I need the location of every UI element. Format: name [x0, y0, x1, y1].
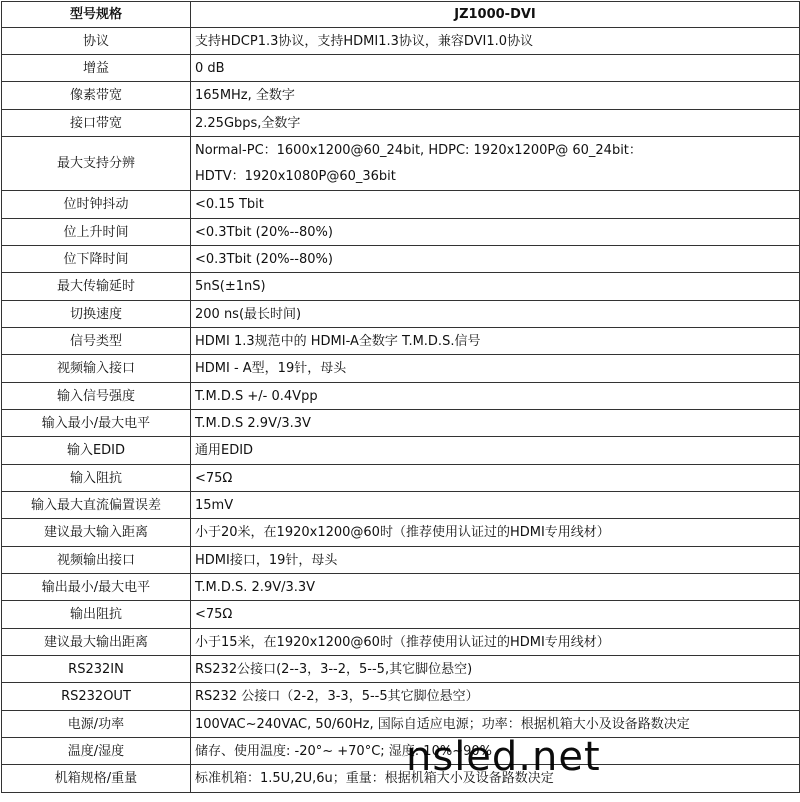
row-value: HDMI 1.3规范中的 HDMI-A全数字 T.M.D.S.信号	[195, 333, 481, 349]
table-header-row	[2, 2, 800, 28]
row-label: 输入最大直流偏置误差	[2, 492, 191, 519]
row-value: 15mV	[195, 497, 234, 513]
row-label: 位上升时间	[2, 219, 191, 246]
row-label: 温度/湿度	[2, 738, 191, 765]
table-row	[2, 519, 800, 547]
row-label: RS232OUT	[2, 683, 191, 711]
watermark: nsled.net	[406, 734, 601, 780]
table-row	[2, 28, 800, 55]
table-row	[2, 55, 800, 82]
row-value: <0.15 Tbit	[195, 197, 264, 212]
table-row	[2, 683, 800, 711]
row-value: <75Ω	[195, 470, 233, 486]
row-value-cell	[191, 137, 800, 191]
table-row	[2, 574, 800, 601]
row-value-cell	[191, 55, 800, 82]
row-label: 机箱规格/重量	[2, 765, 191, 793]
spec-body	[2, 28, 800, 793]
table-row	[2, 492, 800, 519]
row-value: 5nS(±1nS)	[195, 279, 266, 294]
row-value: 通用EDID	[195, 443, 254, 458]
table-row	[2, 765, 800, 793]
row-label: 切换速度	[2, 301, 191, 328]
table-row	[2, 355, 800, 383]
row-value: <0.3Tbit (20%--80%)	[195, 251, 333, 267]
header-label: 型号规格	[2, 2, 191, 28]
row-label: 像素带宽	[2, 82, 191, 110]
table-row	[2, 219, 800, 246]
row-value-cell	[191, 246, 800, 273]
row-value-cell	[191, 191, 800, 219]
row-value: 2.25Gbps,全数字	[195, 115, 301, 131]
table-row	[2, 82, 800, 110]
row-value: T.M.D.S +/- 0.4Vpp	[195, 388, 318, 404]
row-label: 视频输出接口	[2, 547, 191, 574]
table-row	[2, 465, 800, 492]
row-value-cell	[191, 629, 800, 656]
row-label: 输入信号强度	[2, 383, 191, 410]
row-value-cell	[191, 656, 800, 683]
row-value-cell	[191, 110, 800, 137]
row-label: 建议最大输出距离	[2, 629, 191, 656]
row-label: 最大支持分辨	[2, 137, 191, 191]
row-label: 信号类型	[2, 328, 191, 355]
row-value: 标准机箱：1.5U,2U,6u；重量：根据机箱大小及设备路数决定	[195, 771, 554, 786]
row-label: 最大传输延时	[2, 273, 191, 301]
table-row	[2, 738, 800, 765]
row-label: 增益	[2, 55, 191, 82]
row-value: 小于20米，在1920x1200@60时（推荐使用认证过的HDMI专用线材）	[195, 525, 610, 540]
row-value-cell	[191, 683, 800, 711]
row-value-cell	[191, 383, 800, 410]
row-value: RS232 公接口（2-2，3-3，5--5其它脚位悬空）	[195, 689, 479, 704]
table-row	[2, 110, 800, 137]
row-label: 输出阻抗	[2, 601, 191, 629]
table-row	[2, 547, 800, 574]
row-label: 电源/功率	[2, 711, 191, 738]
row-value: 200 ns(最长时间)	[195, 306, 302, 322]
table-row	[2, 246, 800, 273]
row-label: 输出最小/最大电平	[2, 574, 191, 601]
row-label: 位时钟抖动	[2, 191, 191, 219]
row-label: 输入最小/最大电平	[2, 410, 191, 437]
row-label: 输入阻抗	[2, 465, 191, 492]
row-value: 100VAC~240VAC, 50/60Hz, 国际自适应电源；功率：根据机箱大小及设备路数决定	[195, 716, 690, 732]
row-value: 储存、使用温度: -20°~ +70°C; 湿度: 10%~90%	[195, 743, 492, 759]
row-value: 支持HDCP1.3协议，支持HDMI1.3协议，兼容DVI1.0协议	[195, 33, 534, 49]
row-value-cell	[191, 273, 800, 301]
row-value-cell	[191, 219, 800, 246]
table-row	[2, 328, 800, 355]
row-value: 0 dB	[195, 60, 225, 76]
row-label: 协议	[2, 28, 191, 55]
row-value: <0.3Tbit (20%--80%)	[195, 224, 333, 240]
row-label: RS232IN	[2, 656, 191, 683]
row-value: T.M.D.S 2.9V/3.3V	[195, 415, 311, 431]
table-row	[2, 301, 800, 328]
table-row	[2, 437, 800, 465]
row-value-line2: HDTV：1920x1080P@60_36bit	[195, 168, 396, 184]
header-model: JZ1000-DVI	[191, 2, 800, 28]
table-row	[2, 656, 800, 683]
row-value-cell	[191, 465, 800, 492]
row-value-cell	[191, 519, 800, 547]
row-label: 建议最大输入距离	[2, 519, 191, 547]
row-value-cell	[191, 301, 800, 328]
row-value: 165MHz, 全数字	[195, 88, 295, 103]
table-row	[2, 383, 800, 410]
table-row	[2, 273, 800, 301]
row-value: HDMI接口，19针，母头	[195, 552, 338, 568]
row-value-cell	[191, 410, 800, 437]
row-label: 接口带宽	[2, 110, 191, 137]
table-row	[2, 137, 800, 191]
row-value: RS232公接口(2--3，3--2，5--5,其它脚位悬空)	[195, 661, 473, 677]
row-label: 视频输入接口	[2, 355, 191, 383]
row-value-cell	[191, 328, 800, 355]
table-row	[2, 410, 800, 437]
row-value: HDMI - A型，19针，母头	[195, 361, 347, 376]
row-label: 输入EDID	[2, 437, 191, 465]
table-row	[2, 711, 800, 738]
row-value: Normal-PC：1600x1200@60_24bit, HDPC: 1920x1200P@ 60_24bit：	[195, 142, 642, 158]
row-label: 位下降时间	[2, 246, 191, 273]
row-value-cell	[191, 82, 800, 110]
row-value-cell	[191, 355, 800, 383]
row-value-cell	[191, 28, 800, 55]
row-value: <75Ω	[195, 607, 233, 622]
row-value-cell	[191, 437, 800, 465]
row-value-cell	[191, 601, 800, 629]
spec-table	[1, 1, 800, 793]
table-row	[2, 601, 800, 629]
row-value: 小于15米，在1920x1200@60时（推荐使用认证过的HDMI专用线材）	[195, 634, 610, 650]
row-value-cell	[191, 547, 800, 574]
row-value-cell	[191, 574, 800, 601]
table-row	[2, 629, 800, 656]
table-row	[2, 191, 800, 219]
row-value-cell	[191, 492, 800, 519]
row-value: T.M.D.S. 2.9V/3.3V	[195, 579, 316, 595]
